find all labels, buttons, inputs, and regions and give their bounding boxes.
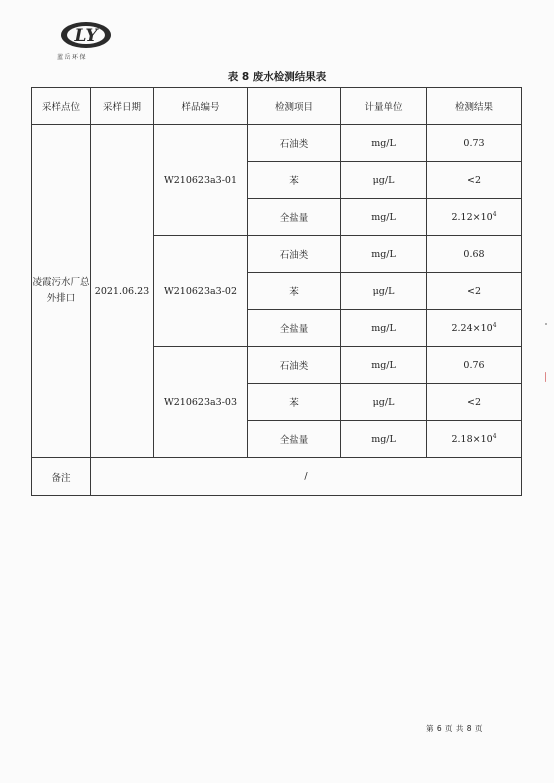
sampling-point-cell: 凌霞污水厂总外排口 [32,125,91,458]
item-cell: 全盐量 [248,421,341,458]
unit-cell: μg/L [341,273,427,310]
result-cell: <2 [427,384,522,421]
item-cell: 石油类 [248,347,341,384]
item-cell: 苯 [248,162,341,199]
result-base: 2.12×10 [451,212,493,224]
result-cell: 0.68 [427,236,522,273]
result-cell: 0.73 [427,125,522,162]
result-exponent: 4 [492,210,497,218]
item-cell: 全盐量 [248,310,341,347]
header-unit: 计量单位 [341,88,427,125]
item-cell: 苯 [248,273,341,310]
unit-cell: μg/L [341,384,427,421]
unit-cell: mg/L [341,199,427,236]
unit-cell: μg/L [341,162,427,199]
result-base: 2.24×10 [451,323,493,335]
unit-cell: mg/L [341,347,427,384]
sample-id-cell: W210623a3-03 [154,347,248,458]
logo-initials: LY [74,26,98,46]
result-cell [427,421,522,458]
scan-speck [545,372,546,382]
table-header-row [32,88,522,125]
unit-cell: mg/L [341,421,427,458]
header-test-item: 检测项目 [248,88,341,125]
header-sample-id: 样品编号 [154,88,248,125]
unit-cell: mg/L [341,125,427,162]
item-cell: 苯 [248,384,341,421]
unit-cell: mg/L [341,310,427,347]
item-cell: 石油类 [248,125,341,162]
result-base: 2.18×10 [451,434,493,446]
sampling-date-cell: 2021.06.23 [91,125,154,458]
result-cell [427,199,522,236]
result-cell: <2 [427,273,522,310]
result-exponent: 4 [492,432,497,440]
page-number: 第 6 页 共 8 页 [426,724,483,733]
remarks-value: / [91,458,522,496]
remarks-row [32,458,522,496]
unit-cell: mg/L [341,236,427,273]
table-title: 表 8 废水检测结果表 [227,71,327,83]
scan-speck [545,323,547,325]
header-sampling-date: 采样日期 [91,88,154,125]
result-cell [427,310,522,347]
result-exponent: 4 [492,321,497,329]
result-cell: 0.76 [427,347,522,384]
header-result: 检测结果 [427,88,522,125]
sample-id-cell: W210623a3-02 [154,236,248,347]
sample-id-cell: W210623a3-01 [154,125,248,236]
header-sampling-point: 采样点位 [32,88,91,125]
result-cell: <2 [427,162,522,199]
item-cell: 全盐量 [248,199,341,236]
wastewater-results-table [31,87,522,496]
logo-company-name: 蓝岳环保 [57,54,88,61]
item-cell: 石油类 [248,236,341,273]
table-row [32,125,522,162]
remarks-label: 备注 [32,458,91,496]
